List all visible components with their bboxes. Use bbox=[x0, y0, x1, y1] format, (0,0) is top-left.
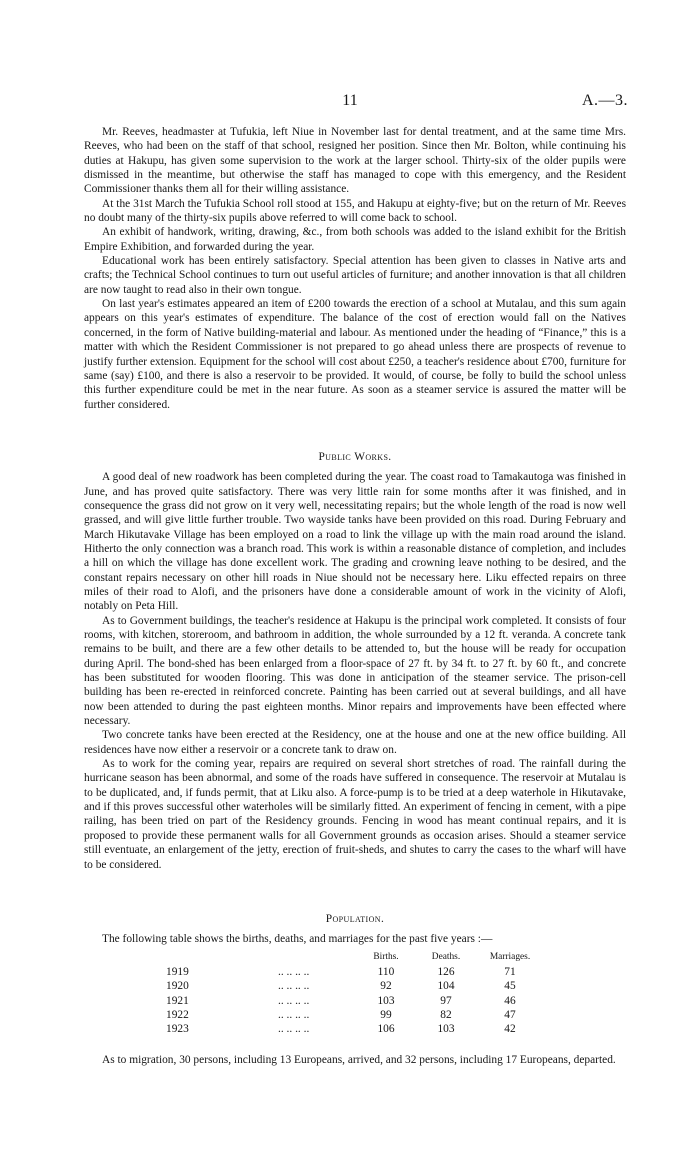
paragraph: At the 31st March the Tufukia School roll stood at 155, and Hakupu at eighty-five; but on the return of Mr. Reeves no doubt many of the thirty-six pupils above referred to will come back to school. bbox=[84, 197, 626, 225]
births-cell: 106 bbox=[377, 1023, 395, 1036]
paragraph: Educational work has been entirely satisfactory. Special attention has been given to classes in Native arts and crafts; the Technical School continues to turn out useful articles of furniture; and another innovation is that all children are now taught to read also in their own tongue. bbox=[84, 255, 626, 296]
page-body bbox=[84, 125, 626, 1067]
year: 1919 bbox=[166, 965, 189, 978]
year: 1923 bbox=[166, 1023, 189, 1036]
column-header-deaths: Deaths. bbox=[431, 951, 461, 962]
births-cell: 92 bbox=[380, 980, 392, 993]
year: 1921 bbox=[166, 994, 189, 1007]
dot-leader: .. .. .. .. bbox=[278, 980, 310, 993]
deaths-cell: 103 bbox=[437, 1023, 455, 1036]
dot-leader: .. .. .. .. bbox=[278, 1023, 310, 1036]
table-row bbox=[166, 1008, 544, 1022]
paragraph: Mr. Reeves, headmaster at Tufukia, left Niue in November last for dental treatment, and at the same time Mrs. Reeves, who had been on the staff of that school, resigned her position. Since then Mr. Bolton, while continuing his duties at Hakupu, has given some supervision to the work at the larger school. Thirty-six of the older pupils were dismissed in the meantime, but otherwise the staff has managed to cope with this emergency, and the Resident Commissioner thanks them all for their willing assistance. bbox=[84, 126, 626, 196]
marriages-cell: 45 bbox=[504, 980, 516, 993]
population-table bbox=[166, 950, 544, 1037]
deaths-cell: 82 bbox=[440, 1008, 452, 1021]
section-heading-population: Population. bbox=[325, 912, 385, 925]
paragraph: As to Government buildings, the teacher's residence at Hakupu is the principal work completed. It consists of four rooms, with kitchen, storeroom, and bathroom in addition, the whole surrounded by a 12 ft. veranda. A concrete tank remains to be built, and there are a few other details to be attended to, but the house will be ready for occupation during April. The bond-shed has been enlarged from a floor-space of 27 ft. by 34 ft. to 27 ft. by 60 ft., and concrete has been substituted for wooden flooring. This was done in anticipation of the steamer service. The prison-cell building has been re-erected in reinforced concrete. Painting has been carried out at several buildings, and all have now been attended to during the past eighteen months. Minor repairs and improvements have been effected where necessary. bbox=[84, 614, 626, 728]
document-reference: A.—3. bbox=[581, 92, 628, 109]
table-row bbox=[166, 994, 544, 1008]
marriages-cell: 47 bbox=[504, 1008, 516, 1021]
paragraph: As to work for the coming year, repairs are required on several short stretches of road. The rainfall during the hurricane season has been abnormal, and some of the roads have suffered in consequence. The reservoir at Mutalau is to be duplicated, and, if funds permit, that at Liku also. A force-pump is to be tried at a deep waterhole in Hikutavake, and if this proves successful other waterholes will be similarly fitted. An experiment of fencing in cement, with a pipe railing, has been tried on part of the Residency grounds. Fencing in wood has meant continual repairs, and it is proposed to provide these permanent walls for all Government grounds as occasion arises. Should a steamer service still eventuate, an enlargement of the jetty, erection of fruit-sheds, and shutes to carry the cases to the wharf will have to be considered. bbox=[84, 758, 626, 871]
year: 1920 bbox=[166, 980, 189, 993]
table-row bbox=[166, 965, 544, 979]
column-header-births: Births. bbox=[373, 951, 399, 962]
section-heading-public-works: Public Works. bbox=[318, 450, 392, 463]
paragraph: Two concrete tanks have been erected at the Residency, one at the house and one at the new office building. All residences have now either a reservoir or a concrete tank to draw on. bbox=[84, 729, 626, 756]
deaths-cell: 97 bbox=[440, 994, 452, 1007]
marriages-cell: 42 bbox=[504, 1023, 516, 1036]
column-header-marriages: Marriages. bbox=[489, 951, 531, 962]
paragraph: On last year's estimates appeared an item of £200 towards the erection of a school at Mutalau, and this sum again appears on this year's estimates of expenditure. The balance of the cost of erection would fall on the Natives concerned, in the form of Native building-material and labour. As mentioned under the heading of “Finance,” this is a matter with which the Resident Commissioner is not prepared to go ahead unless there are prospects of revenue to justify further extension. Equipment for the school will cost about £250, a teacher's residence about £700, furniture for same (say) £100, and there is also a reservoir to be provided. It would, of course, be folly to build the school unless this further expenditure could be met in the near future. As soon as a steamer service is assured the matter will be further considered. bbox=[84, 298, 626, 411]
births-cell: 110 bbox=[377, 965, 395, 978]
paragraph: An exhibit of handwork, writing, drawing, &c., from both schools was added to the island exhibit for the British Empire Exhibition, and forwarded during the year. bbox=[84, 226, 626, 253]
births-cell: 99 bbox=[380, 1008, 392, 1021]
dot-leader: .. .. .. .. bbox=[278, 965, 310, 978]
table-row bbox=[166, 979, 544, 993]
dot-leader: .. .. .. .. bbox=[278, 994, 310, 1007]
marriages-cell: 71 bbox=[504, 965, 516, 978]
year: 1922 bbox=[166, 1008, 189, 1021]
population-intro: The following table shows the births, deaths, and marriages for the past five years :— bbox=[102, 933, 493, 946]
marriages-cell: 46 bbox=[504, 994, 516, 1007]
paragraph: A good deal of new roadwork has been completed during the year. The coast road to Tamakautoga was finished in June, and has proved quite satisfactory. There was very little rain for some months after it was finished, and in consequence the grass did not grow on it very well, necessitating repairs; but the whole length of the road is now well grassed, and will give little further trouble. Two wayside tanks have been provided on this road. During February and March Hikutavake Village has been employed on a road to link the village up with the main road around the island. Hitherto the only connection was a branch road. This work is within a reasonable distance of completion, and includes a hill on which the village has done excellent work. The grading and crowning leave nothing to be desired, and the constant repairs necessary on other hill roads in Niue should not be necessary here. Liku effected repairs on three miles of their road to Alofi, and the prisoners have done a considerable amount of work in the vicinity of Alofi, notably on Peta Hill. bbox=[84, 471, 626, 613]
deaths-cell: 104 bbox=[437, 980, 455, 993]
page-number: 11 bbox=[342, 92, 358, 109]
table-row bbox=[166, 1022, 544, 1036]
migration-paragraph: As to migration, 30 persons, including 13 Europeans, arrived, and 32 persons, including 17 Europeans, departed. bbox=[102, 1053, 616, 1066]
dot-leader: .. .. .. .. bbox=[278, 1008, 310, 1021]
births-cell: 103 bbox=[377, 994, 395, 1007]
deaths-cell: 126 bbox=[437, 965, 455, 978]
